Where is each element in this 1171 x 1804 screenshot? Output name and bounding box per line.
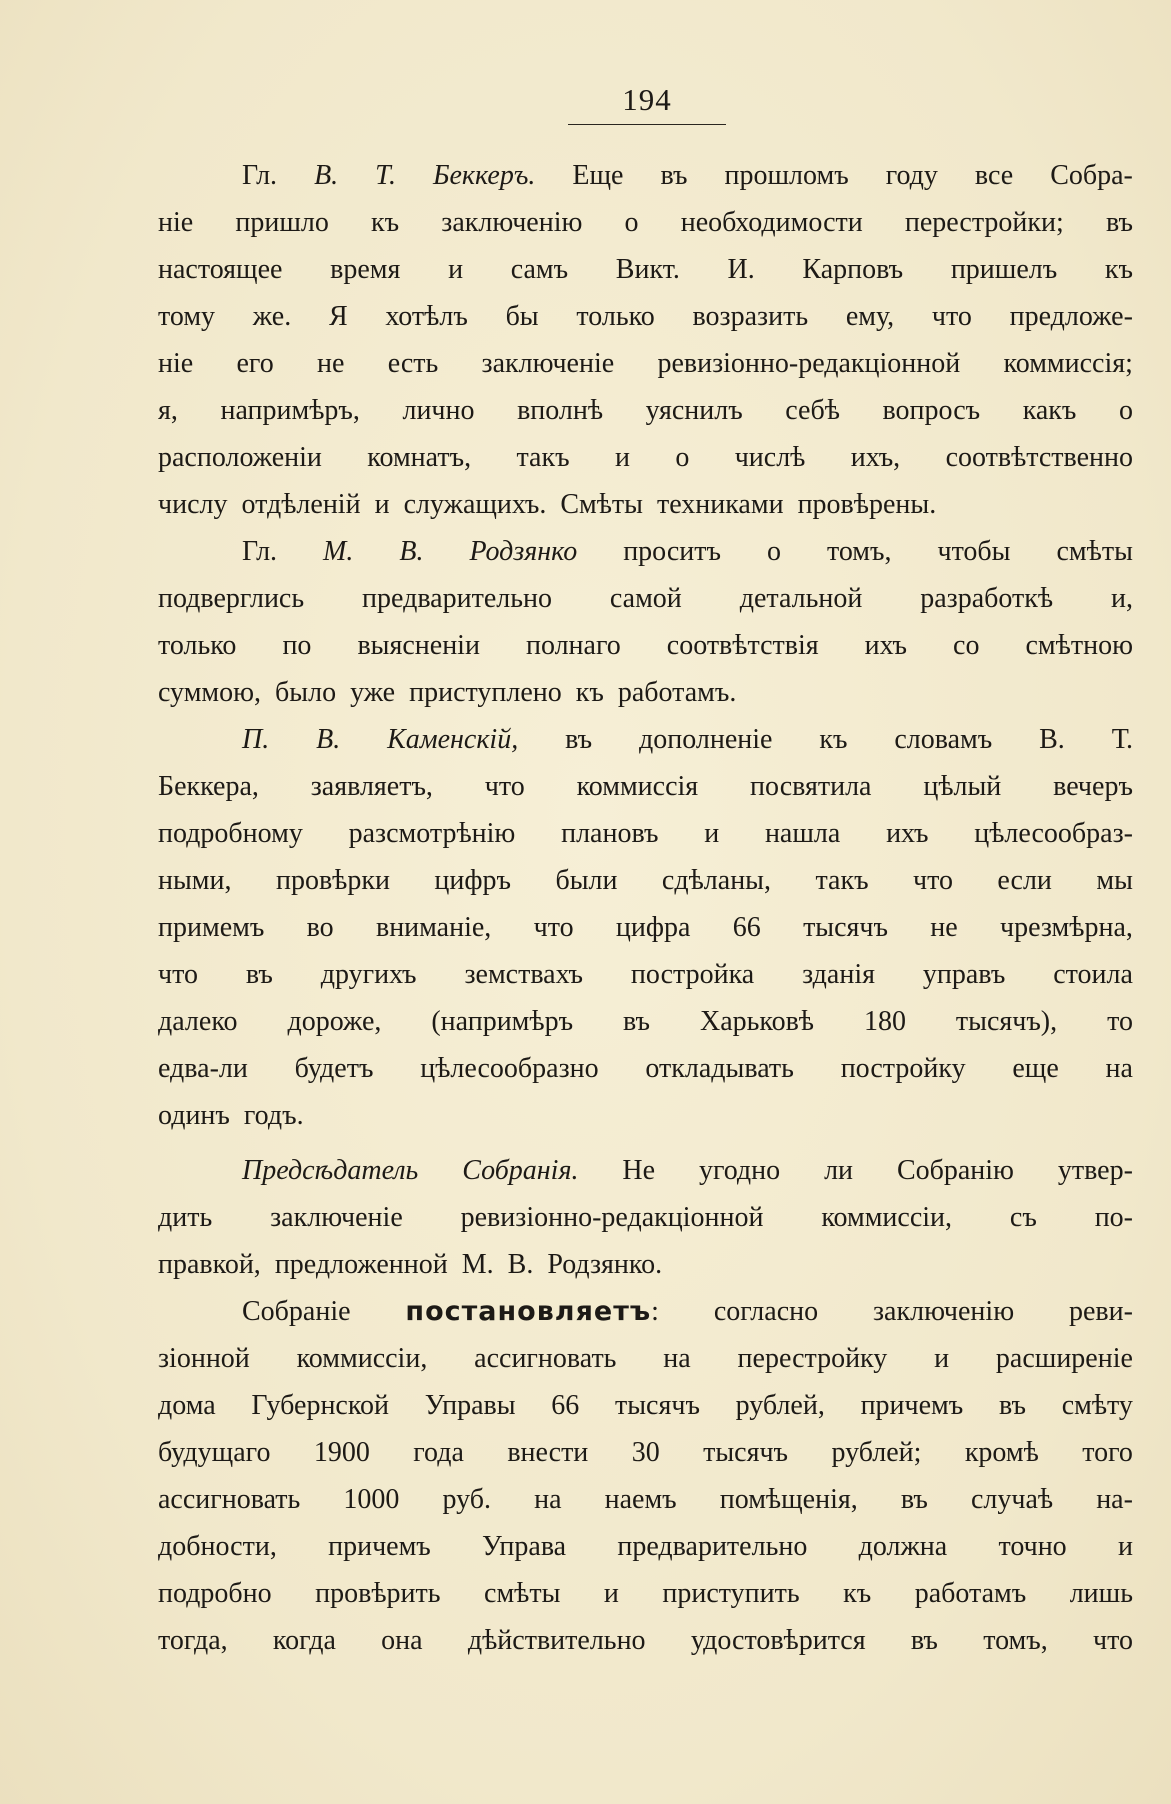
word: сдѣланы,	[661, 865, 771, 896]
word: проситъ	[623, 536, 721, 567]
text-line	[158, 1092, 1133, 1139]
word: откладывать	[645, 1053, 794, 1084]
word: такъ	[815, 865, 869, 896]
word: М.	[461, 1249, 494, 1280]
word: только	[158, 630, 237, 661]
word: Т.	[1111, 724, 1133, 755]
word: цифра	[615, 912, 691, 943]
word: въ	[660, 160, 688, 191]
word: настоящее	[158, 254, 283, 285]
word: 66	[732, 912, 761, 943]
word: въ	[245, 959, 273, 990]
word: подробному	[158, 818, 303, 849]
word: техниками	[656, 489, 784, 520]
text-line	[158, 528, 1133, 575]
word: 66	[551, 1390, 580, 1421]
word: о	[766, 536, 781, 567]
word: служащихъ.	[403, 489, 547, 520]
word: и	[934, 1343, 950, 1374]
word: что	[1093, 1625, 1133, 1656]
word: ніе	[158, 207, 194, 238]
word: подробно	[158, 1578, 272, 1609]
word: годъ.	[243, 1100, 304, 1131]
word: къ	[1104, 254, 1133, 285]
word: дополненіе	[639, 724, 773, 755]
word: причемъ	[328, 1531, 431, 1562]
text-line	[158, 1288, 1133, 1335]
word: его	[236, 348, 274, 379]
word: утвер-	[1057, 1155, 1133, 1186]
word: посвятила	[750, 771, 872, 802]
text-line	[158, 387, 1133, 434]
word: работамъ	[914, 1578, 1027, 1609]
word: время	[330, 254, 401, 285]
word: правкой,	[158, 1249, 261, 1280]
word: отдѣленій	[241, 489, 361, 520]
word: разсмотрѣнію	[348, 818, 516, 849]
word: и,	[1111, 583, 1133, 614]
word: предварительно	[617, 1531, 808, 1562]
word: чрезмѣрна,	[1000, 912, 1133, 943]
word: то	[1107, 1006, 1133, 1037]
word: Карповъ	[802, 254, 904, 285]
word: полнаго	[525, 630, 621, 661]
text-line	[158, 1429, 1133, 1476]
word: Управы	[424, 1390, 516, 1421]
word: предложенной	[274, 1249, 448, 1280]
word: вечеръ	[1053, 771, 1133, 802]
word: Предсѣдатель	[242, 1155, 419, 1186]
word: тысячъ	[703, 1437, 789, 1468]
word: выясненіи	[357, 630, 480, 661]
word: заключенію	[873, 1296, 1015, 1327]
word: Харьковѣ	[699, 1006, 815, 1037]
word: тысячъ	[615, 1390, 700, 1421]
word: еще	[1012, 1053, 1059, 1084]
word: что	[484, 771, 525, 802]
text-line	[158, 857, 1133, 904]
word: вполнѣ	[517, 395, 604, 426]
text-line	[158, 998, 1133, 1045]
word: дѣйствительно	[467, 1625, 646, 1656]
word: въ	[998, 1390, 1026, 1421]
word: были	[555, 865, 618, 896]
word: тысячъ),	[955, 1006, 1058, 1037]
word: Т.	[375, 160, 396, 191]
word: провѣрены.	[797, 489, 937, 520]
word: такъ	[516, 442, 570, 473]
word: зданія	[802, 959, 875, 990]
word: провѣрить	[315, 1578, 441, 1609]
word: Каменскій,	[387, 724, 519, 755]
word: по	[282, 630, 312, 661]
word: ніе	[158, 348, 194, 379]
word: все	[974, 160, 1014, 191]
word: не	[930, 912, 958, 943]
word: Викт.	[615, 254, 680, 285]
word: и	[374, 489, 390, 520]
word: рублей;	[831, 1437, 922, 1468]
word: ассигновать	[158, 1484, 301, 1515]
word: какъ	[1022, 395, 1077, 426]
word: цѣлесообразно	[420, 1053, 599, 1084]
word: добности,	[158, 1531, 277, 1562]
word: чтобы	[937, 536, 1011, 567]
word: предложе-	[1009, 301, 1133, 332]
word: постройку	[840, 1053, 966, 1084]
word: числу	[158, 489, 228, 520]
word: на	[663, 1343, 691, 1374]
word: соотвѣтствія	[666, 630, 819, 661]
word: В.	[314, 160, 339, 191]
word: вопросъ	[882, 395, 981, 426]
word: подверглись	[158, 583, 305, 614]
word: Беккера,	[158, 771, 259, 802]
word: о	[624, 207, 639, 238]
text-line	[158, 1570, 1133, 1617]
word: руб.	[442, 1484, 491, 1515]
text-line	[158, 1194, 1133, 1241]
word: Я	[328, 301, 348, 332]
word: точно	[998, 1531, 1067, 1562]
word: рублей,	[735, 1390, 825, 1421]
word: словамъ	[894, 724, 993, 755]
word: коммиссія	[576, 771, 699, 802]
word: Еще	[572, 160, 624, 191]
word: необходимости	[680, 207, 863, 238]
word: о	[1118, 395, 1133, 426]
word: того	[1082, 1437, 1133, 1468]
text-line	[158, 716, 1133, 763]
text-line	[158, 1382, 1133, 1429]
word: должна	[858, 1531, 948, 1562]
word: Родзянко	[469, 536, 578, 567]
word: заключеніе	[481, 348, 615, 379]
word: наемъ	[604, 1484, 677, 1515]
word: заключенію	[441, 207, 583, 238]
word: лишь	[1069, 1578, 1133, 1609]
word: М.	[323, 536, 354, 567]
word: примемъ	[158, 912, 265, 943]
word: цѣлесообраз-	[974, 818, 1133, 849]
word: дома	[158, 1390, 216, 1421]
word: дить	[158, 1202, 213, 1233]
text-line	[158, 810, 1133, 857]
text-line	[158, 481, 1133, 528]
word: Собранію	[896, 1155, 1014, 1186]
word: случаѣ	[970, 1484, 1054, 1515]
word: П.	[242, 724, 270, 755]
word: тогда,	[158, 1625, 228, 1656]
word: другихъ	[320, 959, 417, 990]
word: стоила	[1053, 959, 1133, 990]
word: уяснилъ	[645, 395, 743, 426]
word: что	[533, 912, 574, 943]
page-number-rule	[568, 124, 726, 125]
word: ассигновать	[474, 1343, 617, 1374]
word: ли	[824, 1155, 854, 1186]
word: угодно	[698, 1155, 781, 1186]
word: заявляетъ,	[310, 771, 433, 802]
text-line	[158, 152, 1133, 199]
word: едва-ли	[158, 1053, 248, 1084]
word: самъ	[510, 254, 569, 285]
word: и	[704, 818, 720, 849]
word: что	[158, 959, 198, 990]
text-line	[158, 1241, 1133, 1288]
word: Гл.	[242, 536, 278, 567]
word: возразить	[692, 301, 809, 332]
word: дороже,	[287, 1006, 382, 1037]
word: Собранія.	[462, 1155, 579, 1186]
word: приступить	[662, 1578, 800, 1609]
word: со	[953, 630, 980, 661]
text-line	[158, 904, 1133, 951]
word: нашла	[764, 818, 841, 849]
word: реви-	[1068, 1296, 1133, 1327]
word: детальной	[739, 583, 863, 614]
text-line	[158, 1476, 1133, 1523]
word: работамъ.	[617, 677, 737, 708]
word: и	[614, 442, 630, 473]
word: Губернской	[251, 1390, 390, 1421]
word: году	[885, 160, 938, 191]
word: будетъ	[294, 1053, 374, 1084]
word: согласно	[713, 1296, 819, 1327]
word: В.	[507, 1249, 534, 1280]
word: Управа	[482, 1531, 567, 1562]
word: было	[275, 677, 337, 708]
word: по-	[1094, 1202, 1133, 1233]
word: что	[913, 865, 953, 896]
word: ему,	[845, 301, 895, 332]
word: помѣщенія,	[719, 1484, 858, 1515]
text-line	[158, 1045, 1133, 1092]
word: къ	[371, 207, 400, 238]
word: пришло	[235, 207, 329, 238]
word: предварительно	[362, 583, 552, 614]
word: Беккеръ.	[432, 160, 536, 191]
word: приступлено	[409, 677, 562, 708]
text-line	[158, 622, 1133, 669]
word: 1900	[313, 1437, 370, 1468]
word: только	[576, 301, 655, 332]
word: смѣты	[484, 1578, 561, 1609]
word: напримѣръ,	[220, 395, 360, 426]
word: числѣ	[734, 442, 806, 473]
word: томъ,	[826, 536, 892, 567]
word: будущаго	[158, 1437, 271, 1468]
word: смѣту	[1061, 1390, 1133, 1421]
word: коммиссіи,	[296, 1343, 428, 1374]
word: одинъ	[158, 1100, 230, 1131]
word: комнатъ,	[367, 442, 472, 473]
word: внести	[507, 1437, 589, 1468]
word: перестройку	[737, 1343, 888, 1374]
word: перестройки;	[904, 207, 1064, 238]
word: 1000	[343, 1484, 400, 1515]
word: ревизіонно-редакціонной	[657, 348, 961, 379]
word: къ	[843, 1578, 872, 1609]
word: ихъ	[886, 818, 929, 849]
word: суммою,	[158, 677, 262, 708]
word: ихъ	[864, 630, 908, 661]
word: ными,	[158, 865, 232, 896]
word: есть	[387, 348, 439, 379]
word: года	[413, 1437, 464, 1468]
word: (напримѣръ	[431, 1006, 574, 1037]
word: И.	[727, 254, 755, 285]
word: цѣлый	[923, 771, 1002, 802]
word: и	[448, 254, 464, 285]
word: В.	[316, 724, 341, 755]
word: къ	[575, 677, 604, 708]
word: ихъ,	[850, 442, 901, 473]
word: о	[675, 442, 690, 473]
word: далеко	[158, 1006, 238, 1037]
word: если	[997, 865, 1052, 896]
word: къ	[819, 724, 848, 755]
word: управъ	[922, 959, 1006, 990]
word: въ	[565, 724, 593, 755]
word: пришелъ	[950, 254, 1058, 285]
word: что	[931, 301, 972, 332]
word: Смѣты	[560, 489, 643, 520]
word: причемъ	[860, 1390, 964, 1421]
word: на-	[1096, 1484, 1133, 1515]
page-number: 194	[622, 82, 672, 117]
word: коммиссія;	[1003, 348, 1133, 379]
word: я,	[158, 395, 178, 426]
word: мы	[1096, 865, 1133, 896]
word: лично	[402, 395, 475, 426]
word: ревизіонно-редакціонной	[460, 1202, 764, 1233]
word: постройка	[630, 959, 755, 990]
word: и	[1117, 1531, 1133, 1562]
word: и	[603, 1578, 619, 1609]
word: же.	[252, 301, 292, 332]
text-line	[158, 951, 1133, 998]
text-line	[158, 1335, 1133, 1382]
text-body	[158, 152, 1133, 1664]
word: коммиссіи,	[821, 1202, 953, 1233]
word: на	[534, 1484, 562, 1515]
text-line	[158, 434, 1133, 481]
word: хотѣлъ	[385, 301, 468, 332]
word: зіонной	[158, 1343, 250, 1374]
text-line	[158, 246, 1133, 293]
word: во	[306, 912, 334, 943]
word: В.	[399, 536, 424, 567]
word: съ	[1009, 1202, 1037, 1233]
word: смѣты	[1056, 536, 1133, 567]
word: провѣрки	[275, 865, 390, 896]
word: она	[381, 1625, 423, 1656]
word: постановляетъ:	[405, 1296, 659, 1327]
word: Не	[622, 1155, 656, 1186]
word: соотвѣтственно	[945, 442, 1133, 473]
word: Собраніе	[242, 1296, 351, 1327]
text-line	[158, 763, 1133, 810]
word: не	[316, 348, 345, 379]
word: разработкѣ	[920, 583, 1054, 614]
word: смѣтною	[1025, 630, 1133, 661]
text-line	[158, 340, 1133, 387]
word: уже	[350, 677, 396, 708]
word: заключеніе	[270, 1202, 403, 1233]
word: расположеніи	[158, 442, 322, 473]
word: самой	[609, 583, 682, 614]
word: плановъ	[561, 818, 659, 849]
word: себѣ	[785, 395, 840, 426]
word: бы	[505, 301, 539, 332]
word: Гл.	[242, 160, 278, 191]
word: томъ,	[983, 1625, 1048, 1656]
word: тысячъ	[803, 912, 888, 943]
word: расширеніе	[995, 1343, 1133, 1374]
word: 30	[631, 1437, 660, 1468]
word: когда	[272, 1625, 336, 1656]
word: 180	[863, 1006, 906, 1037]
word: на	[1105, 1053, 1133, 1084]
word: въ	[910, 1625, 938, 1656]
text-line	[158, 1617, 1133, 1664]
word: въ	[900, 1484, 928, 1515]
word: въ	[1105, 207, 1133, 238]
word: земствахъ	[464, 959, 584, 990]
word: прошломъ	[724, 160, 849, 191]
text-line	[158, 199, 1133, 246]
word: въ	[623, 1006, 651, 1037]
word: Родзянко.	[547, 1249, 663, 1280]
text-line	[158, 1147, 1133, 1194]
text-line	[158, 1523, 1133, 1570]
word: Собра-	[1050, 160, 1133, 191]
word: вниманіе,	[375, 912, 492, 943]
word: цифръ	[434, 865, 511, 896]
word: кромѣ	[964, 1437, 1039, 1468]
text-line	[158, 669, 1133, 716]
word: удостовѣрится	[690, 1625, 866, 1656]
text-line	[158, 293, 1133, 340]
word: тому	[158, 301, 216, 332]
word: В.	[1039, 724, 1065, 755]
text-line	[158, 575, 1133, 622]
